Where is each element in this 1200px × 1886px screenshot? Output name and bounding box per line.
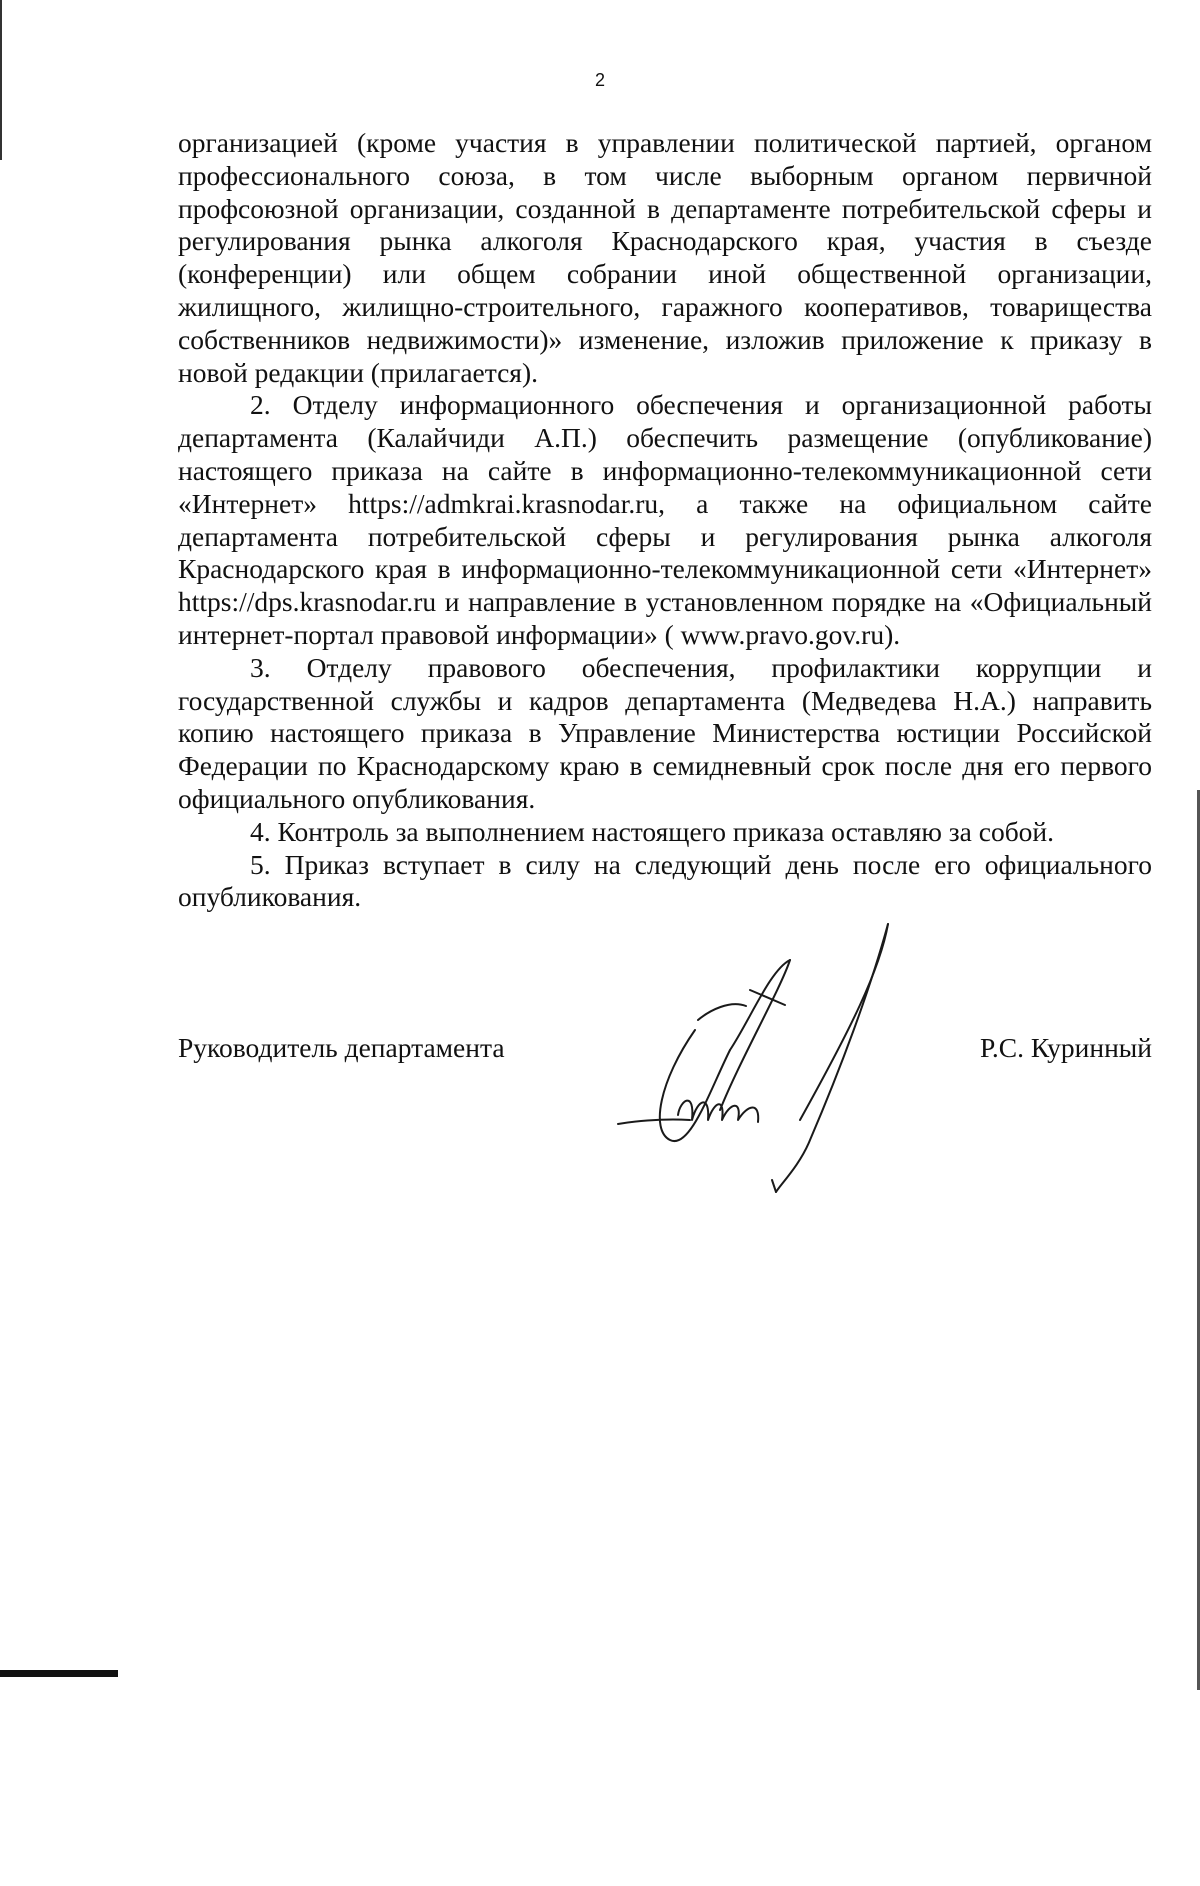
scan-edge-mark (0, 1670, 118, 1677)
page-number: 2 (594, 70, 605, 90)
paragraph-item-4: 4. Контроль за выполнением настоящего приказа оставляю за собой. (250, 815, 1055, 847)
document-body (178, 127, 1152, 914)
paragraph-continuation: организацией (кроме участия в управлении политической партией, органом профессионального союза, в том числе выборным органом первичной профсоюзной организации, созданной в департаменте потребительской сферы и регулирования рынка алкоголя Краснодарского края, участия в съезде (конференции) или общем собрании иной общественной организации, жилищного, жилищно-строительного, гаражного кооперативов, товарищества собственников недвижимости)» изменение, изложив приложение к приказу в новой редакции (прилагается). (178, 127, 1152, 388)
paragraph-item-5: 5. Приказ вступает в силу на следующий день после его официального опубликования. (178, 848, 1152, 913)
signatory-title: Руководитель департамента (178, 1032, 505, 1063)
signatory-name: Р.С. Куринный (980, 1032, 1152, 1063)
paragraph-item-3: 3. Отделу правового обеспечения, профилактики коррупции и государственной службы и кадров департамента (Медведева Н.А.) направить копию настоящего приказа в Управление Министерства юстиции Российской Федерации по Краснодарскому краю в семидневный срок после дня его первого официального опубликования. (178, 651, 1152, 814)
handwritten-signature (600, 910, 900, 1200)
paragraph-item-2: 2. Отделу информационного обеспечения и организационной работы департамента (Калайчиди А.П.) обеспечить размещение (опубликование) настоящего приказа на сайте в информационно-телекоммуникационной сети «Интернет» https://admkrai.krasnodar.ru, а также на официальном сайте департамента потребительской сферы и регулирования рынка алкоголя Краснодарского края в информационно-телекоммуникационной сети «Интернет» https://dps.krasnodar.ru и направление в установленном порядке на «Официальный интернет-портал правовой информации» ( www.pravo.gov.ru). (178, 389, 1152, 650)
